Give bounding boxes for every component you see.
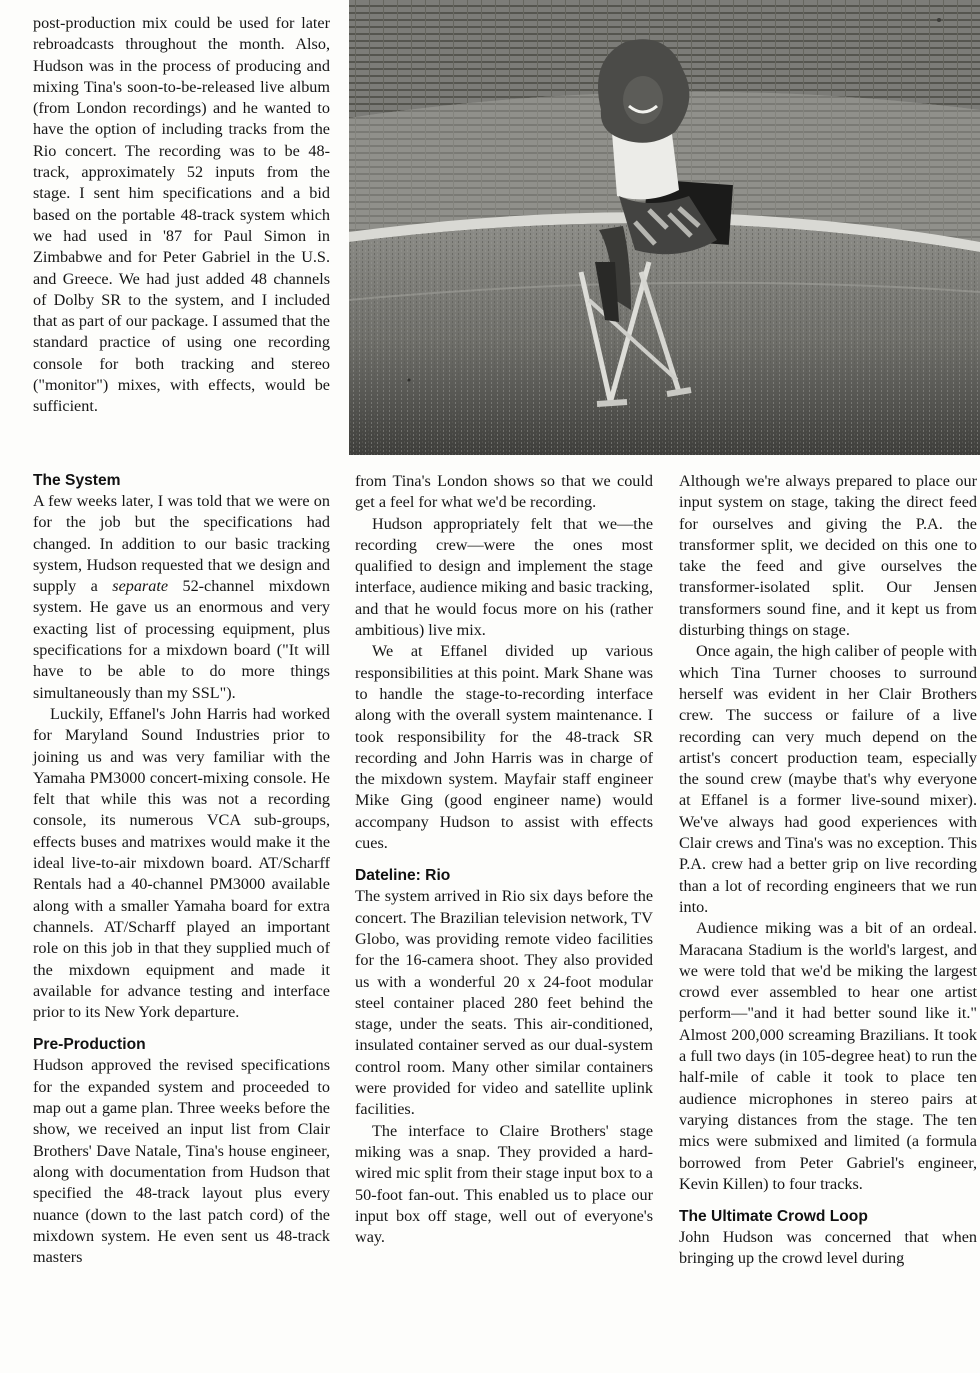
intro-paragraph: post-production mix could be used for later rebroadcasts throughout the month. Also, Hudson was in the process of producing and mixing Tina's soon-to-be-released live album (from London recordings) and he wanted to have the option of including tracks from the Rio concert. The recording was to be 48-track, approximately 52 inputs from the stage. I sent him specifications and a bid based on the portable 48-track system which we had used in '87 for Paul Simon in Zimbabwe and for Peter Gabriel in the U.S. and Greece. We had just added 48 channels of Dolby SR to the system, and I included that as part of our package. I assumed that the standard practice of using one recording console for both tracking and stereo ("monitor") mixes, with effects, would be sufficient. <box>33 14 330 416</box>
column-1 <box>33 471 330 1268</box>
intro-column <box>33 13 330 418</box>
paragraph: Audience miking was a bit of an ordeal. Maracana Stadium is the world's largest, and we were told that we'd be miking the largest crowd ever assembled to hear one artist perform—"and it had better sound like it." Almost 200,000 screaming Brazilians. It took a full two days (in 105-degree heat) to run the half-mile of cable it took to place ten audience microphones in stereo pairs at varying distances from the stage. The ten mics were submixed and limited (a formula borrowed from Peter Gabriel's engineer, Kevin Killen) to four tracks. <box>679 919 977 1193</box>
section-heading-pre-production: Pre-Production <box>33 1036 146 1054</box>
emphasis-text: separate <box>112 577 169 596</box>
paragraph: Although we're always prepared to place our input system on stage, taking the direct feed for ourselves and giving the P.A. the transformer split, we decided on this one to take the feed and give ourselves the transformer-isolated split. Our Jensen transformers sound fine, and it kept us from disturbing things on stage. <box>679 472 977 640</box>
section-gap <box>33 1023 330 1035</box>
column-2 <box>355 471 653 1248</box>
paragraph-text: 52-channel mixdown system. He gave us an enormous and very exacting list of processing equipment, plus specifications for a mixdown board ("It will have to be able to do more things simultaneously than my SSL"). <box>33 577 330 702</box>
paragraph-text: A few weeks later, I was told that we were on for the job but the specifications had changed. In addition to our basic tracking system, Hudson requested that we design and supply a <box>33 492 330 596</box>
paragraph: Luckily, Effanel's John Harris had worked for Maryland Sound Industries prior to joining us and was very familiar with the Yamaha PM3000 concert-mixing console. He felt that while this was not a recording console, its numerous VCA sub-groups, effects buses and matrixes would make it the ideal live-to-air mixdown board. AT/Scharff Rentals had a 40-channel PM3000 available along with a smaller Yamaha board for extra channels. AT/Scharff played an important role on this job in that they supplied much of the mixdown equipment and made it available for advance testing and interface prior to its New York departure. <box>33 704 330 1022</box>
section-heading-the-system: The System <box>33 472 121 489</box>
stadium-photo <box>349 0 980 455</box>
section-gap <box>679 1195 977 1207</box>
column-3 <box>679 471 977 1270</box>
paragraph: Hudson appropriately felt that we—the recording crew—were the ones most qualified to design and implement the stage interface, audience miking and basic tracking, and that he would focus more on his (rather ambitious) live mix. <box>355 514 653 640</box>
paragraph: Hudson approved the revised specifications for the expanded system and proceeded to map out a game plan. Three weeks before the show, we received an input list from Clair Brothers' Dave Natale, Tina's house engineer, along with documentation from Hudson that specified the 48-track layout plus every nuance (down to the last patch cord) of the mixdown system. He even sent us 48-track masters <box>33 1056 330 1267</box>
paragraph: from Tina's London shows so that we could get a feel for what we'd be recording. <box>355 472 653 512</box>
paragraph: The system arrived in Rio six days before the concert. The Brazilian television network, TV Globo, was providing remote video facilities for the 16-camera shoot. They also provided us with a wonderful 20 x 24-foot modular steel container placed 280 feet behind the stage, under the seats. This air-conditioned, insulated container served as our dual-system control room. Many other similar containers were provided for video and satellite uplink facilities. <box>355 887 653 1119</box>
photo-illustration <box>349 0 980 455</box>
paragraph: Once again, the high caliber of people with which Tina Turner chooses to surround herself was evident in her Clair Brothers crew. The success or failure of a live recording can very much depend on the artist's concert production team, especially the sound crew (maybe that's why everyone at Effanel is a former live-sound mixer). We've always had good experiences with Clair crews and Tina's was no exception. This P.A. crew had a better grip on live recording than a lot of recording engineers that we run into. <box>679 642 977 916</box>
paragraph: We at Effanel divided up various responsibilities at this point. Mark Shane was to handle the stage-to-recording interface along with the overall system maintenance. I took responsibility for the 48-track SR recording and John Harris was in charge of the mixdown system. Mayfair staff engineer Mike Ging (good engineer name) would accompany Hudson to assist with effects cues. <box>355 642 653 853</box>
paragraph: John Hudson was concerned that when bringing up the crowd level during <box>679 1228 977 1268</box>
section-gap <box>355 854 653 866</box>
paragraph: The interface to Claire Brothers' stage miking was a snap. They provided a hard-wired mic split from their stage input box to a 50-foot fan-out. This enabled us to place our input box off stage, well out of everyone's way. <box>355 1121 653 1247</box>
section-heading-ultimate-crowd-loop: The Ultimate Crowd Loop <box>679 1208 868 1226</box>
section-heading-dateline-rio: Dateline: Rio <box>355 867 451 885</box>
paragraph <box>33 491 330 704</box>
